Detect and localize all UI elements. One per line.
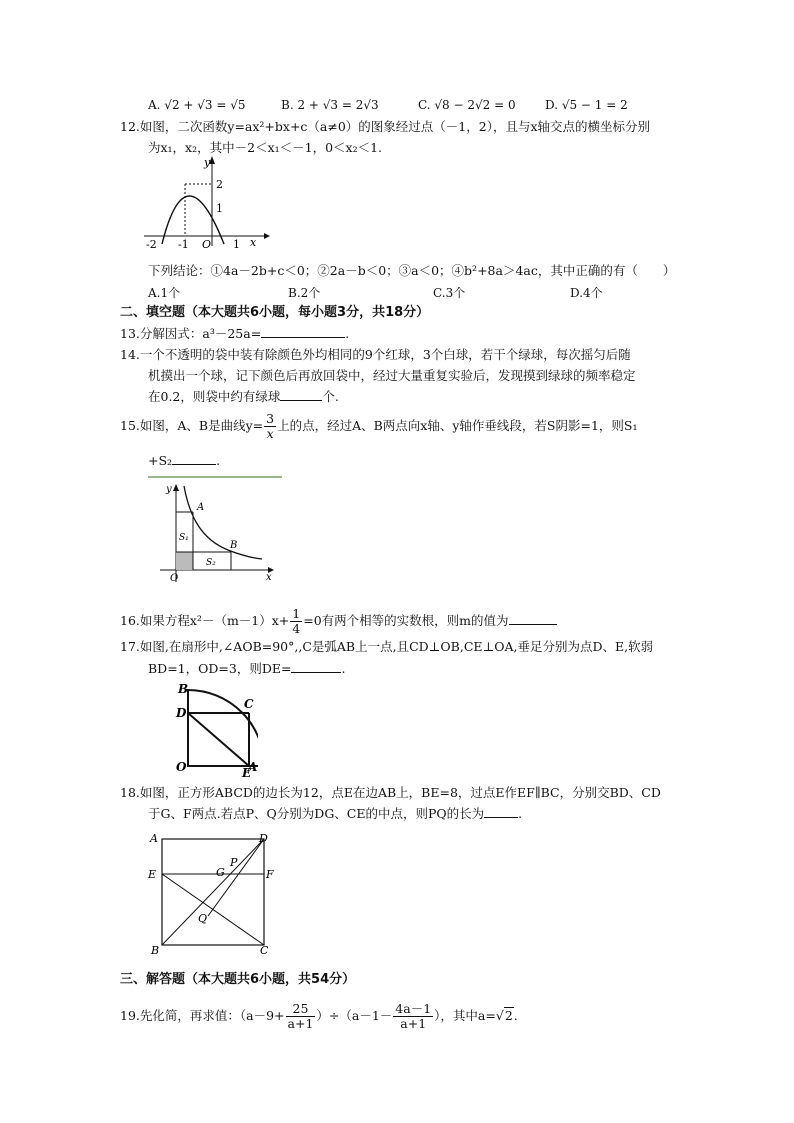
q19-f1-num: 25 xyxy=(286,1002,316,1017)
q16-line xyxy=(120,607,557,636)
q16-post: =0有两个相等的实数根，则m的值为 xyxy=(303,613,509,628)
q15-line2b: . xyxy=(216,453,221,468)
q15-pre: 15.如图，A、B是曲线y= xyxy=(120,418,264,433)
x-label: x xyxy=(266,572,272,583)
q11-option-a: A. √2 + √3 = √5 xyxy=(148,98,246,112)
point-O: O xyxy=(176,760,187,774)
q12-option-c: C.3个 xyxy=(433,286,466,300)
q14-line2: 机摸出一个球，记下颜色后再放回袋中，经过大量重复实验后，发现摸到绿球的频率稳定 xyxy=(148,368,636,383)
q19-end: . xyxy=(513,1008,518,1023)
S1-label: S₁ xyxy=(179,533,189,543)
tick-neg2: -2 xyxy=(146,238,157,248)
q15-fraction xyxy=(264,412,276,441)
q17-line2 xyxy=(148,660,345,678)
q12-option-a: A.1个 xyxy=(148,286,181,300)
sqrt-icon: √ xyxy=(495,1008,504,1023)
S2-label: S₂ xyxy=(206,558,216,568)
section2-title: 二、填空题（本大题共6小题，每小题3分，共18分） xyxy=(120,305,430,320)
q14-blank xyxy=(280,400,322,401)
q18-blank xyxy=(484,817,518,818)
q19-f2-num: 4a－1 xyxy=(395,1001,432,1016)
q15-blank xyxy=(172,464,216,465)
point-F: F xyxy=(266,868,274,881)
q11-option-c: C. √8 − 2√2 = 0 xyxy=(418,98,516,112)
point-C: C xyxy=(260,944,269,957)
x-axis-arrow xyxy=(264,233,270,239)
q11-option-d: D. √5 − 1 = 2 xyxy=(545,98,628,112)
y-axis-arrow xyxy=(173,484,179,491)
point-A: A xyxy=(197,502,205,513)
q12-option-b: B.2个 xyxy=(288,286,321,300)
point-P: P xyxy=(230,856,238,869)
tick-2: 2 xyxy=(216,178,223,191)
point-Q: Q xyxy=(198,912,208,925)
q12-option-d: D.4个 xyxy=(570,286,603,300)
point-B: B xyxy=(151,944,160,957)
q19-f2-den: a+1 xyxy=(400,1016,427,1031)
q18-line1: 18.如图，正方形ABCD的边长为12，点E在边AB上，BE=8，过点E作EF∥BC，分别交BD、CD xyxy=(120,785,661,800)
q18-line2 xyxy=(148,805,522,823)
q16-frac-den: 4 xyxy=(292,621,301,636)
q13-blank xyxy=(261,337,345,338)
q17-line2a: BD=1，OD=3，则DE= xyxy=(148,661,292,676)
q12-parabola-graph xyxy=(140,156,270,248)
q14-line3 xyxy=(148,388,339,406)
q14-line3b: 个. xyxy=(322,389,339,404)
q15-hyperbola-graph xyxy=(148,474,282,586)
point-D: D xyxy=(259,832,268,845)
point-E: E xyxy=(242,766,252,778)
q15-frac-den: x xyxy=(266,426,274,441)
point-A: A xyxy=(248,760,258,774)
q19-post: ），其中a= xyxy=(434,1008,496,1023)
point-E: E xyxy=(148,868,157,881)
origin-label: O xyxy=(170,573,179,584)
origin-label: O xyxy=(202,238,212,248)
q19-fraction-1 xyxy=(286,1002,316,1031)
tick-1: 1 xyxy=(216,202,223,215)
point-B: B xyxy=(178,683,189,696)
q17-blank xyxy=(291,672,341,673)
point-G: G xyxy=(216,866,225,879)
q16-fraction xyxy=(290,607,302,636)
shaded-rect xyxy=(176,552,193,570)
BD-diagonal xyxy=(162,839,264,945)
q18-line2a: 于G、F两点.若点P、Q分别为DG、CE的中点，则PQ的长为 xyxy=(148,806,485,821)
q12-line1: 12.如图，二次函数y=ax²+bx+c（a≠0）的图象经过点（－1，2），且与x轴交点的横坐标分别 xyxy=(120,119,651,134)
point-D: D xyxy=(176,706,187,720)
q19-mid: ）÷（a－1－ xyxy=(316,1008,393,1023)
q17-line1: 17.如图,在扇形中,∠AOB=90°,,C是弧AB上一点,且CD⊥OB,CE⊥OA,垂足分别为点D、E,软弱 xyxy=(120,639,654,654)
tick-neg1: -1 xyxy=(178,238,189,248)
DE-segment xyxy=(188,713,249,766)
q19-f1-den: a+1 xyxy=(287,1016,314,1031)
point-A: A xyxy=(150,832,158,845)
q17-line2b: . xyxy=(341,661,346,676)
q12-conclusions: 下列结论：①4a－2b+c＜0；②2a－b＜0；③a＜0；④b²+8a＞4ac，其中正确的有（ ） xyxy=(148,263,676,278)
q18-square-figure xyxy=(146,830,280,958)
q19-fraction-2 xyxy=(393,1002,433,1031)
q15-line2a: +S₂ xyxy=(148,453,173,468)
q16-blank xyxy=(509,624,557,625)
point-B: B xyxy=(230,540,238,551)
q14-line3a: 在0.2，则袋中约有绿球 xyxy=(148,389,281,404)
q16-frac-num: 1 xyxy=(292,606,301,621)
hyperbola-curve xyxy=(184,486,262,559)
q14-line1: 14.一个不透明的袋中装有除颜色外均相同的9个红球，3个白球，若干个绿球，每次摇匀后随 xyxy=(120,347,631,362)
q18-line2b: . xyxy=(518,806,523,821)
q13-text: 13.分解因式：a³－25a= xyxy=(120,326,262,341)
q19-sqrt-val: 2 xyxy=(504,1008,513,1023)
q15-post: 上的点，经过A、B两点向x轴、y轴作垂线段，若S阴影=1，则S₁ xyxy=(277,418,638,433)
q11-option-b: B. 2 + √3 = 2√3 xyxy=(281,98,379,112)
q19-line xyxy=(120,1002,518,1031)
q13-line xyxy=(120,325,349,343)
q15-frac-num: 3 xyxy=(266,411,275,426)
tick-pos1: 1 xyxy=(233,238,240,248)
point-C: C xyxy=(244,697,254,711)
q16-pre: 16.如果方程x²－（m－1）x+ xyxy=(120,613,290,628)
q15-line1 xyxy=(120,412,637,441)
y-label: y xyxy=(204,156,211,169)
q12-line2: 为x₁，x₂，其中－2＜x₁＜－1，0＜x₂＜1. xyxy=(148,140,383,155)
x-label: x xyxy=(250,236,257,248)
q13-end: . xyxy=(345,326,350,341)
section3-title: 三、解答题（本大题共6小题，共54分） xyxy=(120,972,356,987)
q19-pre: 19.先化简，再求值：（a－9+ xyxy=(120,1008,285,1023)
q15-line2 xyxy=(148,452,220,470)
y-label: y xyxy=(166,484,172,495)
q17-sector-figure xyxy=(172,683,258,778)
parabola-curve xyxy=(162,196,224,244)
